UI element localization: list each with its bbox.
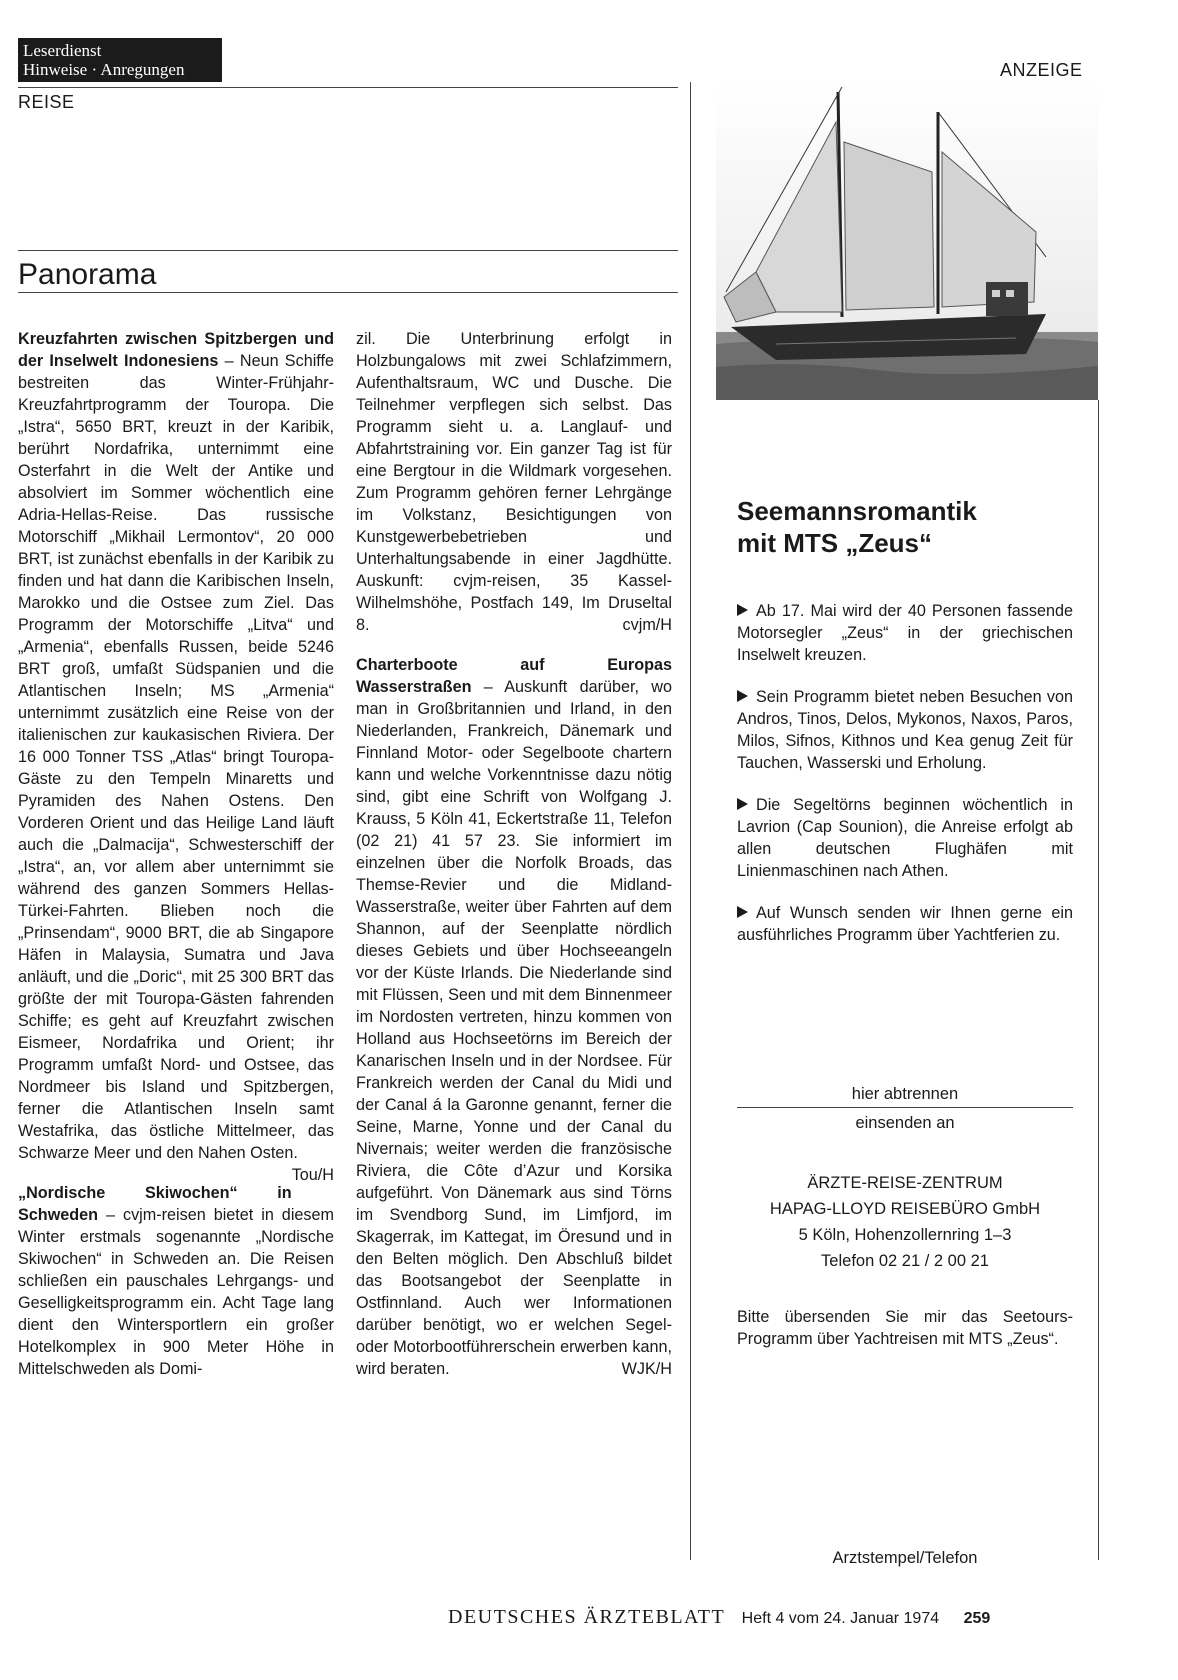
- ad-title: [737, 495, 977, 559]
- anzeige-label: ANZEIGE: [1000, 60, 1083, 80]
- cut-line[interactable]: [737, 1107, 1073, 1108]
- triangle-bullet-icon: [737, 604, 748, 616]
- column-1: [18, 328, 334, 1398]
- article-ski-body: – cvjm-reisen bietet in diesem Winter erstmals sogenannte „Nordische Skiwochen“ in Schweden an. Die Reisen schließen ein pauschales Lehrgangs- und Geselligkeitsprogramm ein. Acht Tage lang dient den Wintersportlern ein großer Hotelkomplex in 900 Meter Höhe in Mittelschweden als Domi-: [18, 1206, 334, 1378]
- leserdienst-badge: [18, 38, 222, 82]
- issue-info: Heft 4 vom 24. Januar 1974: [741, 1610, 940, 1627]
- ad-bullet-2: Sein Programm bietet neben Besuchen von Andros, Tinos, Delos, Mykonos, Naxos, Paros, Milos, Sifnos, Kithnos und Kea genug Zeit für Tauchen, Wasserski und Erholung.: [737, 688, 1073, 772]
- article-ski-cont-body: zil. Die Unterbrinung erfolgt in Holzbungalows mit zwei Schlafzimmern, Aufenthaltsraum, WC und Dusche. Die Teilnehmer verpflegen sich selbst. Das Programm sieht u. a. Langlauf- und Abfahrtstraining vor. Ein ganzer Tag ist für eine Bergtour in die Wildmark vorgesehen. Zum Programm gehören ferner Lehrgänge im Volkstanz, Besichtigungen von Kunstgewerbebetrieben und Unterhaltungsabende in einer Jagdhütte. Auskunft: cvjm-reisen, 35 Kassel-Wilhelmshöhe, Postfach 149, Im Druseltal 8.: [356, 330, 672, 634]
- ad-title-line-1: Seemannsromantik: [737, 496, 977, 526]
- footer: [448, 1606, 990, 1629]
- address-line-4: Telefon 02 21 / 2 00 21: [821, 1252, 989, 1270]
- page-title: Panorama: [18, 258, 157, 291]
- ad-bullet-4: Auf Wunsch senden wir Ihnen gerne ein ausführliches Programm über Yachtferien zu.: [737, 904, 1073, 944]
- article-charter-signature: WJK/H: [621, 1360, 672, 1378]
- ship-icon: [716, 82, 1098, 400]
- triangle-bullet-icon: [737, 690, 748, 702]
- publication-name: DEUTSCHES ÄRZTEBLATT: [448, 1606, 726, 1628]
- article-cruises-body: – Neun Schiffe bestreiten das Winter-Frühjahr-Kreuzfahrtprogramm der Touropa. Die „Istra“, 5650 BRT, kreuzt in der Karibik, berührt Nordafrika, unternimmt eine Osterfahrt in die Welt der Antike und absolviert im Sommer wöchentlich eine Adria-Hellas-Reise. Das russische Motorschiff „Mikhail Lermontov“, 20 000 BRT, ist zunächst ebenfalls in der Karibik zu finden und hat dann die Karibischen Inseln, Marokko und die Ostsee zum Ziel. Das Programm der Motorschiffe „Litva“ und „Armenia“, ebenfalls Russen, beide 5246 BRT groß, umfaßt Südspanien und die Atlantischen Inseln; MS „Armenia“ unternimmt zusätzlich eine Reise von der italienischen zur kaukasischen Riviera. Der 16 000 Tonner TSS „Atlas“ bringt Touropa-Gäste zu den Tempeln Minaretts und Pyramiden des Nahen Ostens. Den Vorderen Orient und das Heilige Land läuft auch die „Dalmacija“, Schwesterschiff der „Istra“, an, vor allem aber unternimmt sie während des ganzen Sommers Hellas-Türkei-Fahrten. Blieben noch die „Prinsendam“, 9000 BRT, die ab Singapore Häfen in Malaysia, Sumatra und Java anläuft, und die „Doric“, mit 25 300 BRT das größte der mit Touropa-Gästen fahrenden Schiffe; es geht auf Kreuzfahrt zwischen Eismeer, Nordafrika und Orient; ihr Programm umfaßt Nord- und Ostsee, das Nordmeer bis Island und Spitzbergen, ferner die Atlantischen Inseln samt Westafrika, das östliche Mittelmeer, das Schwarze Meer und den Nahen Osten.: [18, 352, 334, 1162]
- article-charter-body: – Auskunft darüber, wo man in Großbritannien und Irland, in den Niederlanden, Frankreich, Dänemark und Finnland Motor- oder Segelboote chartern kann und welche Vorkenntnisse dazu nötig sind, gibt eine Schrift von Wolfgang J. Krauss, 5 Köln 41, Eckertstraße 11, Telefon (02 21) 41 57 23. Sie informiert im einzelnen über die Norfolk Broads, das Themse-Revier und die Midland-Wasserstraße, weiter über Fahrten auf dem Shannon, auf der Seenplatte nördlich dieses Gebiets und über Hochseeangeln vor der Küste Irlands. Die Niederlande sind mit Flüssen, Seen und mit dem Binnenmeer im Nordosten vertreten, hinzu kommen von Holland aus Hochseetörns im Bereich der Kanarischen Inseln und in der Nordsee. Für Frankreich werden der Canal du Midi und der Canal á la Garonne genannt, ferner die Seine, Marne, Yonne und der Canal du Nivernais; weiter werden die französische Riviera, die Côte d’Azur und Korsika aufgeführt. Von Dänemark aus sind Törns im Svendborg Sund, im Limfjord, im Skagerrak, im Kattegat, im Öresund und in den Belten möglich. Den Abschluß bildet das Bootsangebot der Seenplatte in Ostfinnland. Auch wer Informationen darüber benötigt, wo er welchen Segel- oder Motorbootführerschein erwerben kann, wird beraten.: [356, 678, 672, 1378]
- stamp-field-label: Arztstempel/Telefon: [832, 1549, 978, 1567]
- column-2: [356, 328, 672, 1398]
- triangle-bullet-icon: [737, 906, 748, 918]
- triangle-bullet-icon: [737, 798, 748, 810]
- article-cruises-signature: Tou/H: [291, 1166, 334, 1184]
- article-ski-signature: cvjm/H: [622, 616, 672, 634]
- ad-bullet-1: Ab 17. Mai wird der 40 Personen fassende Motorsegler „Zeus“ in der griechischen Inselwelt kreuzen.: [737, 602, 1073, 664]
- article-ski-continued: [356, 328, 672, 636]
- ad-bullets: [737, 600, 1073, 966]
- article-charter: [356, 654, 672, 1380]
- badge-line-1: Leserdienst: [23, 41, 102, 60]
- article-ski-title: „Nordische Skiwochen“ in Schweden: [18, 1184, 292, 1224]
- badge-line-2: Hinweise · Anregungen: [23, 60, 185, 79]
- page-number: 259: [963, 1610, 991, 1627]
- send-to-label: einsenden an: [855, 1114, 955, 1132]
- cut-here-label: hier abtrennen: [851, 1085, 959, 1103]
- article-ski: [18, 1182, 334, 1380]
- panorama-bottom-rule: [18, 292, 678, 293]
- address-line-3: 5 Köln, Hohenzollernring 1–3: [798, 1226, 1012, 1244]
- article-cruises-title: Kreuzfahrten zwischen Spitzbergen und der Inselwelt Indonesiens: [18, 330, 334, 370]
- address-line-1: ÄRZTE-REISE-ZENTRUM: [807, 1174, 1003, 1192]
- section-label: REISE: [18, 92, 75, 112]
- header-rule: [18, 87, 678, 88]
- ad-title-line-2: mit MTS „Zeus“: [737, 528, 933, 558]
- request-text: Bitte übersenden Sie mir das Seetours-Programm über Yachtreisen mit MTS „Zeus“.: [737, 1308, 1073, 1348]
- ad-right-border: [1098, 400, 1099, 1560]
- article-cruises: [18, 328, 334, 1184]
- sailing-ship-photo: [716, 82, 1098, 400]
- ad-left-border: [690, 82, 691, 1560]
- address-line-2: HAPAG-LLOYD REISEBÜRO GmbH: [769, 1200, 1041, 1218]
- article-charter-title: Charterboote auf Europas Wasserstraßen: [356, 656, 672, 696]
- address-block: [737, 1170, 1073, 1274]
- panorama-top-rule: [18, 250, 678, 251]
- ad-bullet-3: Die Segeltörns beginnen wöchentlich in Lavrion (Cap Sounion), die Anreise erfolgt ab allen deutschen Flughäfen mit Linienmaschinen nach Athen.: [737, 796, 1073, 880]
